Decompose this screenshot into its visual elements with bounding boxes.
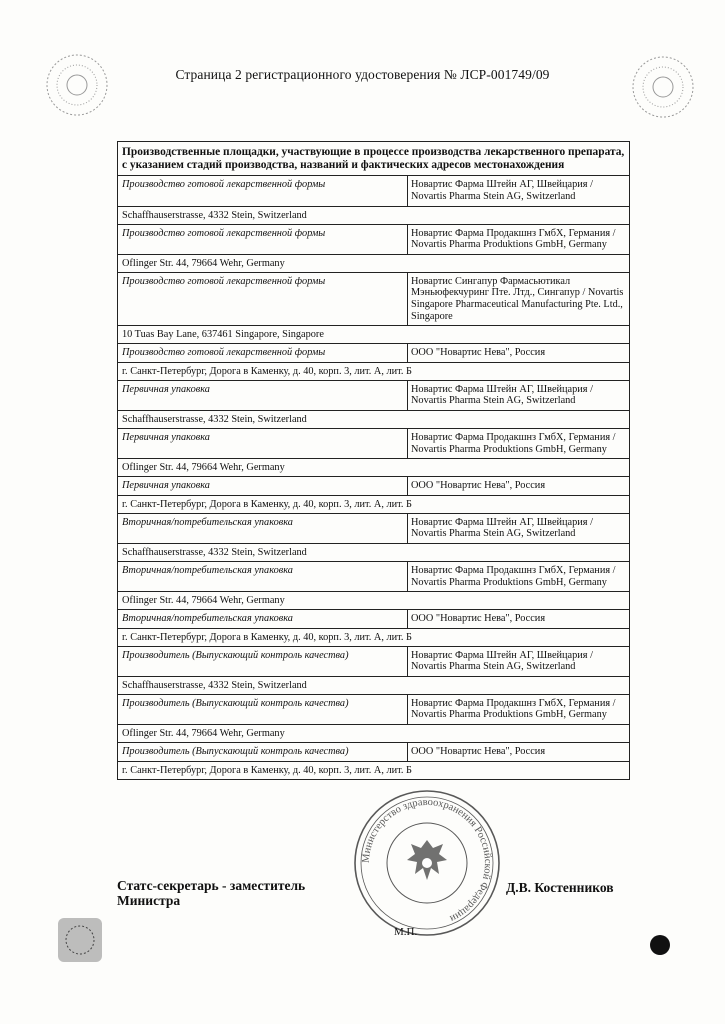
production-stage: Производитель (Выпускающий контроль качества) [118, 695, 408, 724]
table-row [118, 514, 629, 544]
production-stage: Производство готовой лекарственной формы [118, 225, 408, 254]
page-title: Страница 2 регистрационного удостоверения № ЛСР-001749/09 [175, 67, 550, 82]
site-address: Schaffhauserstrasse, 4332 Stein, Switzerland [118, 677, 629, 695]
production-stage: Производитель (Выпускающий контроль качества) [118, 647, 408, 676]
table-row [118, 562, 629, 592]
site-address: Schaffhauserstrasse, 4332 Stein, Switzerland [118, 544, 629, 562]
watermark-rosette-icon [42, 50, 112, 120]
production-stage: Производство готовой лекарственной формы [118, 176, 408, 205]
manufacturer-name: Новартис Фарма Штейн АГ, Швейцария / Novartis Pharma Stein AG, Switzerland [411, 179, 593, 202]
production-stage: Вторичная/потребительская упаковка [118, 514, 408, 543]
watermark-rosette-icon [50, 910, 110, 970]
hologram-dot-icon [645, 930, 675, 960]
table-row [118, 429, 629, 459]
table-row [118, 477, 629, 496]
table-row [118, 273, 629, 326]
table-intro: Производственные площадки, участвующие в процессе производства лекарственного препарата, с указанием стадий производства, названий и фактических адресов местонахождения [118, 142, 629, 176]
sites-list [118, 176, 629, 778]
manufacturer-name: ООО "Новартис Нева", Россия [411, 480, 546, 492]
manufacturer-name: ООО "Новартис Нева", Россия [411, 746, 546, 758]
signatory-name: Д.В. Костенников [506, 880, 614, 895]
seal-place-mark: М.П. [394, 926, 418, 938]
site-address: Oflinger Str. 44, 79664 Wehr, Germany [118, 725, 629, 743]
production-stage: Вторичная/потребительская упаковка [118, 610, 408, 628]
seal-text: Министерство здравоохранения Российской Федерации [360, 796, 494, 924]
manufacturer-name: Новартис Фарма Штейн АГ, Швейцария / Novartis Pharma Stein AG, Switzerland [411, 383, 593, 407]
production-sites-table [117, 141, 630, 780]
site-address: Schaffhauserstrasse, 4332 Stein, Switzerland [118, 207, 629, 225]
manufacturer-name: ООО "Новартис Нева", Россия [411, 613, 546, 625]
site-address: 10 Tuas Bay Lane, 637461 Singapore, Singapore [118, 326, 629, 344]
production-stage: Первичная упаковка [118, 381, 408, 410]
site-address: г. Санкт-Петербург, Дорога в Каменку, д. 40, корп. 3, лит. А, лит. Б [118, 363, 629, 381]
site-address: Schaffhauserstrasse, 4332 Stein, Switzerland [118, 411, 629, 429]
manufacturer-name: Новартис Сингапур Фармасьютикал Мэньюфекчуринг Пте. Лтд., Сингапур / Novartis Singapore Pharmaceutical Manufacturing Pte. Ltd., Singapore [411, 275, 624, 322]
table-row [118, 344, 629, 363]
production-stage: Первичная упаковка [118, 477, 408, 495]
production-stage: Производство готовой лекарственной формы [118, 344, 408, 362]
eagle-emblem-icon [407, 840, 447, 880]
manufacturer-name: Новартис Фарма Продакшнз ГмбХ, Германия / Novartis Pharma Produktions GmbH, Germany [411, 227, 616, 251]
site-address: г. Санкт-Петербург, Дорога в Каменку, д. 40, корп. 3, лит. А, лит. Б [118, 496, 629, 514]
position-line: Министра [117, 893, 181, 908]
ministry-seal-icon [352, 788, 502, 938]
table-row [118, 610, 629, 629]
watermark-rosette-icon [628, 52, 698, 122]
table-row [118, 381, 629, 411]
manufacturer-name: Новартис Фарма Штейн АГ, Швейцария / Novartis Pharma Stein AG, Switzerland [411, 649, 593, 673]
signatory-position [117, 878, 305, 908]
site-address: Oflinger Str. 44, 79664 Wehr, Germany [118, 255, 629, 273]
production-stage: Первичная упаковка [118, 429, 408, 458]
table-row [118, 743, 629, 762]
table-row [118, 647, 629, 677]
site-address: Oflinger Str. 44, 79664 Wehr, Germany [118, 592, 629, 610]
site-address: г. Санкт-Петербург, Дорога в Каменку, д. 40, корп. 3, лит. А, лит. Б [118, 629, 629, 647]
manufacturer-name: Новартис Фарма Продакшнз ГмбХ, Германия / Novartis Pharma Produktions GmbH, Germany [411, 697, 616, 721]
production-stage: Вторичная/потребительская упаковка [118, 562, 408, 591]
position-line: Статс-секретарь - заместитель [117, 878, 306, 893]
table-row [118, 695, 629, 725]
manufacturer-name: Новартис Фарма Штейн АГ, Швейцария / Novartis Pharma Stein AG, Switzerland [411, 516, 593, 540]
production-stage: Производитель (Выпускающий контроль качества) [118, 743, 408, 761]
manufacturer-name: ООО "Новартис Нева", Россия [411, 347, 546, 359]
production-stage: Производство готовой лекарственной формы [118, 273, 408, 325]
table-row [118, 176, 629, 206]
manufacturer-name: Новартис Фарма Продакшнз ГмбХ, Германия / Novartis Pharma Produktions GmbH, Germany [411, 564, 616, 588]
table-row [118, 225, 629, 255]
site-address: Oflinger Str. 44, 79664 Wehr, Germany [118, 459, 629, 477]
site-address: г. Санкт-Петербург, Дорога в Каменку, д. 40, корп. 3, лит. А, лит. Б [122, 764, 412, 776]
manufacturer-name: Новартис Фарма Продакшнз ГмбХ, Германия / Novartis Pharma Produktions GmbH, Germany [411, 431, 616, 455]
